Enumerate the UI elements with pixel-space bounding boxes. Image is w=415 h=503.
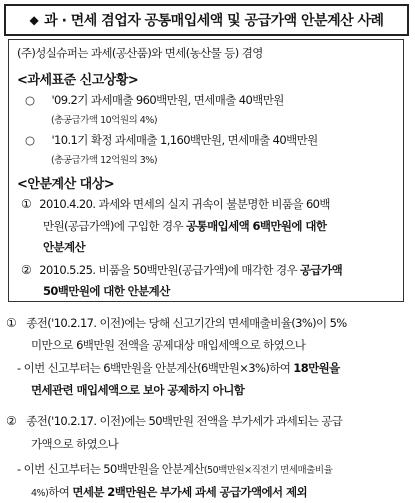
target-item-1-line2	[43, 218, 326, 234]
list-item	[25, 92, 284, 108]
target-item-emphasis: 공통매입세액 6백만원에 대한	[186, 219, 327, 233]
circled-number: ①	[6, 316, 17, 330]
circle-bullet-icon: ○	[25, 133, 35, 147]
list-item-text: '09.2기 과세매출 960백만원, 면세매출 40백만원	[51, 93, 284, 107]
note-emphasis: 면세분 2백만원은 부가세 과세 공급가액에서 제외	[72, 485, 307, 499]
target-item-text: 2010.4.20. 과세와 면세의 실지 귀속이 불분명한 비품을 60백	[39, 197, 330, 211]
target-item-text: 만원(공급가액)에 구입한 경우	[43, 219, 187, 233]
case-box	[8, 39, 404, 302]
target-item-1	[21, 196, 330, 212]
note-1	[6, 315, 347, 331]
note-1-sub	[17, 360, 340, 376]
company-description: (주)성실슈퍼는 과세(공산품)와 면세(농산물 등) 겸영	[17, 46, 263, 60]
target-item-emphasis: 공급가액	[300, 263, 343, 277]
circled-number: ②	[21, 263, 32, 277]
title-text: 과 · 면세 겸업자 공통매입세액 및 공급가액 안분계산 사례	[44, 13, 384, 29]
note-1-sub-line2: 면세관련 매입세액으로 보아 공제하지 아니함	[31, 383, 245, 397]
list-item-note: (총공급가액 10억원의 4%)	[51, 115, 158, 126]
circled-number: ②	[6, 414, 17, 428]
note-text: 종전('10.2.17. 이전)에는 50백만원 전액을 부가세가 과세되는 공급	[26, 414, 343, 428]
diamond-bullet-icon: ◆	[29, 13, 39, 27]
title-box	[4, 4, 409, 36]
target-item-2	[21, 262, 342, 278]
note-small-text: (50백만원×직전기 면세매출비율	[203, 465, 333, 476]
note-small-text: 4%)	[31, 488, 49, 499]
note-2-line2: 가액으로 하였으나	[31, 437, 119, 451]
note-2-sub-line2	[31, 484, 307, 500]
note-1-line2: 미만으로 6백만원 전액을 공제대상 매입세액으로 하였으나	[31, 338, 306, 352]
list-item	[25, 132, 318, 148]
list-item-note: (총공급가액 12억원의 3%)	[51, 155, 158, 166]
note-sub-text: 하여	[48, 485, 73, 499]
target-item-1-line3: 안분계산	[43, 240, 86, 254]
note-sub-text: - 이번 신고부터는 50백만원을 안분계산	[17, 462, 204, 476]
note-emphasis: 18만원을	[293, 361, 340, 375]
circled-number: ①	[21, 197, 32, 211]
section2-title: <안분계산 대상>	[17, 177, 115, 192]
target-item-2-line2: 50백만원에 대한 안분계산	[43, 284, 170, 298]
note-sub-text: - 이번 신고부터는 6백만원을 안분계산(6백만원×3%)하여	[17, 361, 294, 375]
note-text: 종전('10.2.17. 이전)에는 당해 신고기간의 면세매출비율(3%)이 5%	[26, 316, 347, 330]
note-2-sub	[17, 461, 332, 477]
note-2	[6, 413, 342, 429]
circle-bullet-icon: ○	[25, 93, 35, 107]
target-item-text: 2010.5.25. 비품을 50백만원(공급가액)에 매각한 경우	[39, 263, 301, 277]
list-item-text: '10.1기 확정 과세매출 1,160백만원, 면세매출 40백만원	[51, 133, 318, 147]
section1-title: <과세표준 신고상황>	[17, 73, 139, 88]
